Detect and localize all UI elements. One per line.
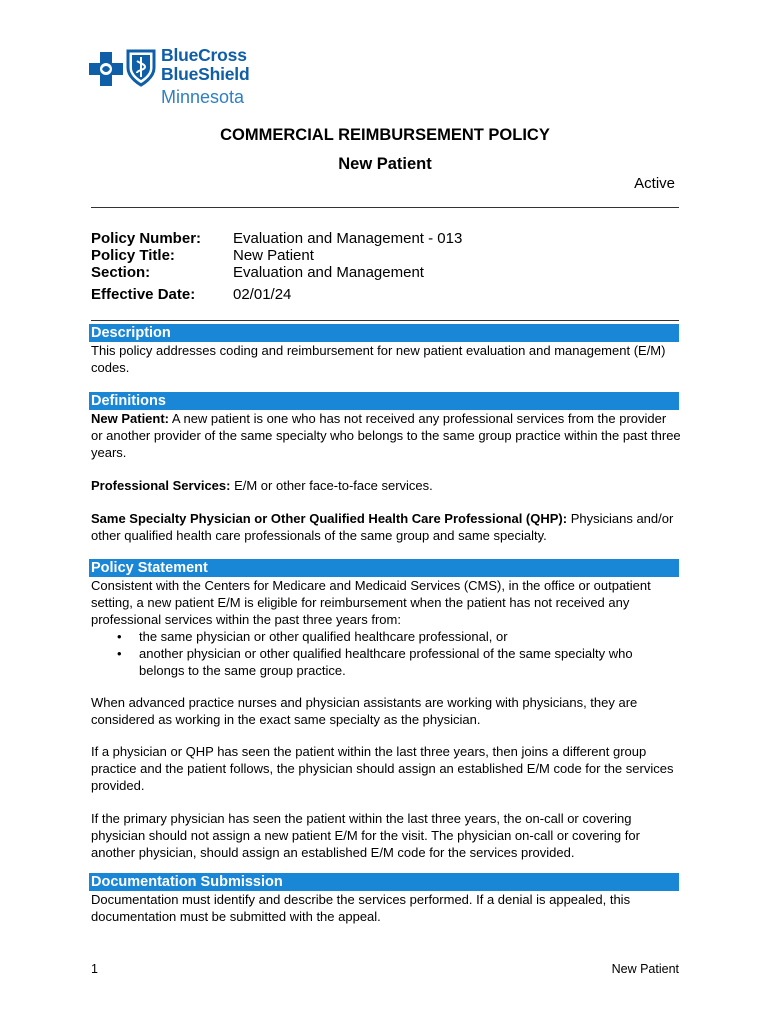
footer-doc-name: New Patient bbox=[611, 962, 679, 976]
section-label: Section: bbox=[91, 264, 151, 281]
definition-same-specialty bbox=[91, 510, 681, 544]
list-item: • the same physician or other qualified healthcare professional, or bbox=[91, 628, 681, 645]
policy-status: Active bbox=[634, 175, 675, 192]
logo-line-3: Minnesota bbox=[161, 87, 245, 107]
policy-statement-para-3: If the primary physician has seen the patient within the last three years, the on-call or covering physician should not assign a new patient E/M for the visit. The physician on-call or covering for another physician, should assign an established E/M code for the services provided. bbox=[91, 811, 640, 860]
policy-statement-para-2: If a physician or QHP has seen the patient within the last three years, then joins a different group practice and the patient follows, the physician should assign an established E/M code for the services provided. bbox=[91, 744, 674, 793]
documentation-text: Documentation must identify and describe the services performed. If a denial is appealed, this documentation must be submitted with the appeal. bbox=[91, 892, 631, 924]
divider-top bbox=[91, 207, 679, 208]
definition-text: A new patient is one who has not received any professional services from the provider or another provider of the same specialty who belongs to the same group practice within the past three years. bbox=[91, 411, 681, 460]
policy-number-label: Policy Number: bbox=[91, 230, 202, 247]
definition-term: Same Specialty Physician or Other Qualified Health Care Professional (QHP): bbox=[91, 511, 568, 526]
policy-title-label: Policy Title: bbox=[91, 247, 175, 264]
section-heading-description: Description bbox=[89, 324, 679, 342]
section-heading-documentation: Documentation Submission bbox=[89, 873, 679, 891]
document-title: COMMERCIAL REIMBURSEMENT POLICY bbox=[220, 126, 550, 144]
definition-new-patient bbox=[91, 410, 681, 461]
blue-shield-icon bbox=[125, 48, 157, 88]
section-value: Evaluation and Management bbox=[233, 264, 424, 281]
definition-text: E/M or other face-to-face services. bbox=[230, 478, 433, 493]
blue-cross-icon bbox=[89, 52, 123, 86]
definition-term: New Patient: bbox=[91, 411, 170, 426]
definition-professional-services bbox=[91, 477, 681, 494]
policy-statement-para-1: When advanced practice nurses and physician assistants are working with physicians, they are considered as working in the exact same specialty as the physician. bbox=[91, 695, 638, 727]
effective-date-label: Effective Date: bbox=[91, 286, 196, 303]
logo-line-1: BlueCross bbox=[161, 45, 247, 65]
logo-line-2: BlueShield bbox=[161, 64, 250, 84]
policy-statement-intro: Consistent with the Centers for Medicare and Medicaid Services (CMS), in the office or outpatient setting, a new patient E/M is eligible for reimbursement when the patient has not received any professional services within the past three years from: bbox=[91, 578, 651, 627]
definition-term: Professional Services: bbox=[91, 478, 231, 493]
page-number: 1 bbox=[91, 962, 98, 976]
company-logo bbox=[89, 42, 289, 108]
section-heading-definitions: Definitions bbox=[89, 392, 679, 410]
divider-meta bbox=[91, 320, 679, 321]
policy-title-value: New Patient bbox=[233, 247, 314, 264]
definition-text: Physicians and/or other qualified health care professionals of the same group and same specialty. bbox=[91, 511, 674, 543]
policy-bullet-list bbox=[91, 628, 681, 679]
description-text: This policy addresses coding and reimbursement for new patient evaluation and management (E/M) codes. bbox=[91, 343, 666, 375]
list-item: • another physician or other qualified healthcare professional of the same specialty who belongs to the same group practice. bbox=[91, 645, 681, 679]
section-heading-policy-statement: Policy Statement bbox=[89, 559, 679, 577]
policy-number-value: Evaluation and Management - 013 bbox=[233, 230, 463, 247]
effective-date-value: 02/01/24 bbox=[233, 286, 292, 303]
document-subtitle: New Patient bbox=[338, 155, 432, 173]
